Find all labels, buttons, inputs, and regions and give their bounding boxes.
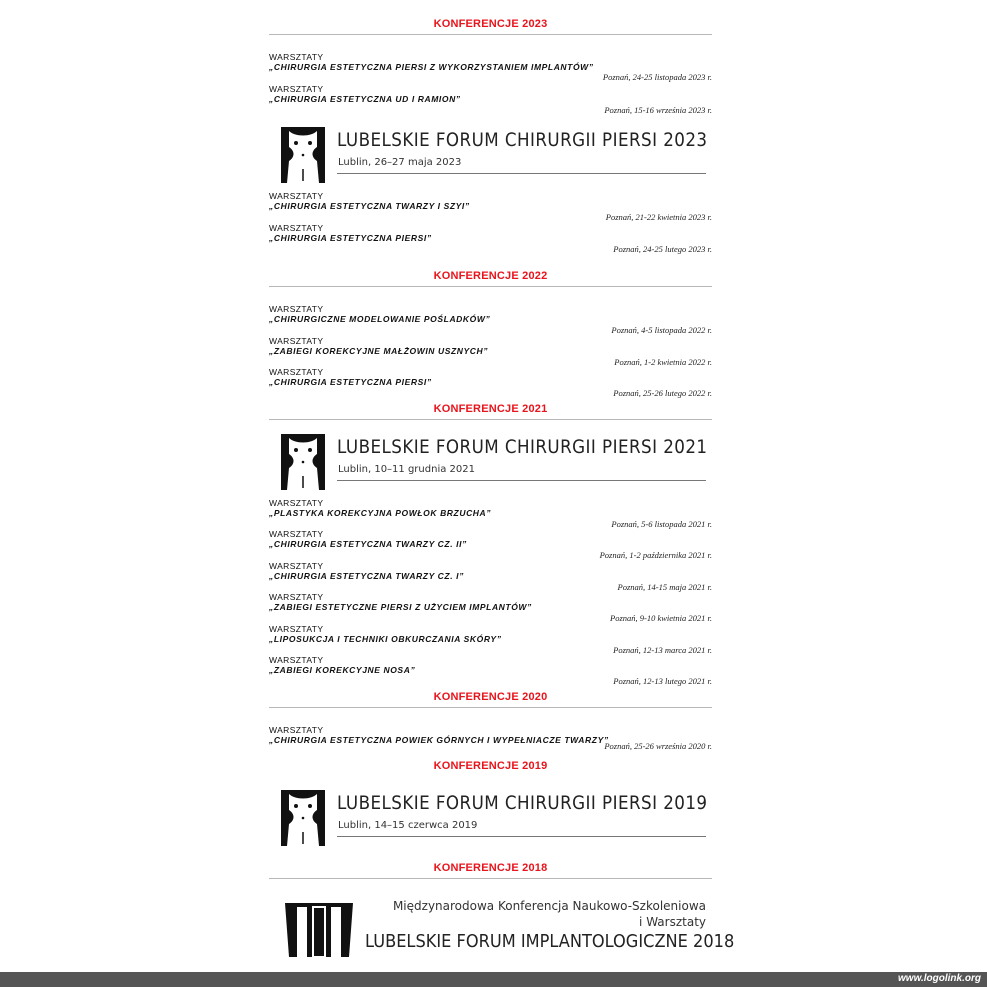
workshop-date: Poznań, 1-2 kwietnia 2022 r.	[614, 356, 712, 367]
workshop-item[interactable]	[269, 367, 712, 399]
workshop-title[interactable]: „CHIRURGIA ESTETYCZNA TWARZY I SZYI”	[269, 201, 470, 211]
forum-logo-icon	[281, 434, 325, 490]
banner-title: LUBELSKIE FORUM CHIRURGII PIERSI 2023	[337, 129, 708, 151]
workshop-kind: WARSZTATY	[269, 367, 324, 377]
banner-underline	[337, 173, 706, 174]
workshop-item[interactable]	[269, 655, 712, 687]
workshop-kind: WARSZTATY	[269, 52, 324, 62]
workshop-title[interactable]: „PLASTYKA KOREKCYJNA POWŁOK BRZUCHA”	[269, 507, 492, 518]
workshop-title[interactable]: „CHIRURGIA ESTETYCZNA UD I RAMION”	[269, 93, 461, 104]
workshop-kind: WARSZTATY	[269, 83, 324, 94]
workshop-item[interactable]	[269, 336, 712, 368]
banner-underline	[337, 480, 706, 481]
workshop-kind: WARSZTATY	[269, 724, 324, 735]
banner-underline	[337, 836, 706, 837]
workshop-kind: WARSZTATY	[269, 529, 324, 539]
workshop-date: Poznań, 9-10 kwietnia 2021 r.	[610, 613, 712, 623]
forum-logo-icon	[281, 790, 325, 846]
workshop-date: Poznań, 14-15 maja 2021 r.	[617, 581, 712, 592]
workshop-kind: WARSZTATY	[269, 222, 324, 233]
workshop-item[interactable]	[269, 529, 712, 561]
conference-list	[269, 0, 735, 952]
section-heading-2020: KONFERENCJE 2020	[433, 690, 548, 703]
workshop-title[interactable]: „LIPOSUKCJA I TECHNIKI OBKURCZANIA SKÓRY”	[269, 633, 502, 644]
banner-line-1: Międzynarodowa Konferencja Naukowo-Szkoleniowa	[392, 899, 706, 913]
workshop-title[interactable]: „CHIRURGIA ESTETYCZNA TWARZY CZ. II”	[269, 539, 467, 549]
workshop-item[interactable]	[269, 52, 712, 84]
workshop-item[interactable]	[269, 223, 712, 255]
workshop-date: Poznań, 24-25 listopada 2023 r.	[602, 72, 712, 82]
banner-title: LUBELSKIE FORUM CHIRURGII PIERSI 2019	[337, 792, 708, 814]
implant-forum-logo-icon	[283, 897, 355, 957]
workshop-kind: WARSZTATY	[269, 335, 324, 346]
workshop-item[interactable]	[269, 304, 712, 336]
workshop-item[interactable]	[269, 592, 712, 624]
workshop-date: Poznań, 24-25 lutego 2023 r.	[613, 243, 712, 254]
section-heading-2021: KONFERENCJE 2021	[433, 402, 548, 415]
section-heading-2018: KONFERENCJE 2018	[433, 862, 548, 874]
watermark-bar	[0, 972, 987, 987]
banner-subtitle: Lublin, 26–27 maja 2023	[338, 157, 462, 168]
section-divider	[269, 34, 712, 35]
banner-line-3: LUBELSKIE FORUM IMPLANTOLOGICZNE 2018	[365, 931, 735, 952]
workshop-kind: WARSZTATY	[269, 497, 324, 508]
banner-title: LUBELSKIE FORUM CHIRURGII PIERSI 2021	[337, 435, 708, 458]
banner-subtitle: Lublin, 14–15 czerwca 2019	[338, 820, 478, 831]
forum-banner-2021[interactable]	[269, 428, 712, 488]
workshop-title[interactable]: „CHIRURGIA ESTETYCZNA TWARZY CZ. I”	[269, 570, 464, 581]
workshop-date: Poznań, 5-6 listopada 2021 r.	[611, 518, 712, 529]
workshop-title[interactable]: „ZABIEGI ESTETYCZNE PIERSI Z UŻYCIEM IMPLANTÓW”	[269, 602, 532, 612]
workshop-date: Poznań, 1-2 października 2021 r.	[599, 550, 712, 560]
workshop-kind: WARSZTATY	[269, 592, 324, 602]
forum-banner-2019[interactable]	[269, 784, 712, 844]
forum-banner-2023[interactable]	[269, 121, 712, 181]
workshop-kind: WARSZTATY	[269, 623, 324, 634]
workshop-date: Poznań, 4-5 listopada 2022 r.	[611, 325, 712, 335]
section-divider	[269, 878, 712, 879]
forum-logo-icon	[281, 127, 325, 183]
banner-subtitle: Lublin, 10–11 grudnia 2021	[338, 463, 475, 475]
implant-forum-banner-2018[interactable]	[269, 887, 735, 952]
workshop-title[interactable]: „CHIRURGIA ESTETYCZNA PIERSI”	[269, 232, 432, 243]
workshop-date: Poznań, 12-13 marca 2021 r.	[613, 644, 712, 655]
watermark-text: www.logolink.org	[898, 973, 981, 984]
workshop-item[interactable]	[269, 725, 712, 757]
workshop-date: Poznań, 21-22 kwietnia 2023 r.	[605, 212, 712, 222]
workshop-item[interactable]	[269, 561, 712, 593]
workshop-title[interactable]: „CHIRURGIA ESTETYCZNA PIERSI”	[269, 377, 432, 387]
banner-line-2: i Warsztaty	[639, 915, 706, 929]
workshop-title[interactable]: „CHIRURGICZNE MODELOWANIE POŚLADKÓW”	[269, 314, 491, 324]
section-heading-2019: KONFERENCJE 2019	[433, 760, 548, 772]
workshop-item[interactable]	[269, 84, 712, 116]
section-divider	[269, 286, 712, 287]
workshop-kind: WARSZTATY	[269, 191, 324, 201]
workshop-date: Poznań, 12-13 lutego 2021 r.	[613, 676, 712, 686]
workshop-title[interactable]: „ZABIEGI KOREKCYJNE MAŁŻOWIN USZNYCH”	[269, 345, 489, 356]
workshop-item[interactable]	[269, 624, 712, 656]
workshop-kind: WARSZTATY	[269, 304, 324, 314]
workshop-date: Poznań, 15-16 września 2023 r.	[604, 104, 712, 115]
workshop-title[interactable]: „CHIRURGIA ESTETYCZNA POWIEK GÓRNYCH I WYPEŁNIACZE TWARZY”	[269, 734, 609, 745]
workshop-date: Poznań, 25-26 lutego 2022 r.	[613, 388, 712, 398]
section-heading-2023: KONFERENCJE 2023	[433, 18, 548, 30]
workshop-item[interactable]	[269, 191, 712, 223]
workshop-date: Poznań, 25-26 września 2020 r.	[604, 740, 712, 751]
workshop-item[interactable]	[269, 498, 712, 530]
workshop-title[interactable]: „ZABIEGI KOREKCYJNE NOSA”	[269, 665, 416, 675]
workshop-kind: WARSZTATY	[269, 655, 324, 665]
workshop-kind: WARSZTATY	[269, 560, 324, 571]
section-divider	[269, 419, 712, 420]
section-heading-2022: KONFERENCJE 2022	[433, 270, 548, 282]
section-divider	[269, 707, 712, 708]
workshop-title[interactable]: „CHIRURGIA ESTETYCZNA PIERSI Z WYKORZYSTANIEM IMPLANTÓW”	[269, 62, 594, 72]
